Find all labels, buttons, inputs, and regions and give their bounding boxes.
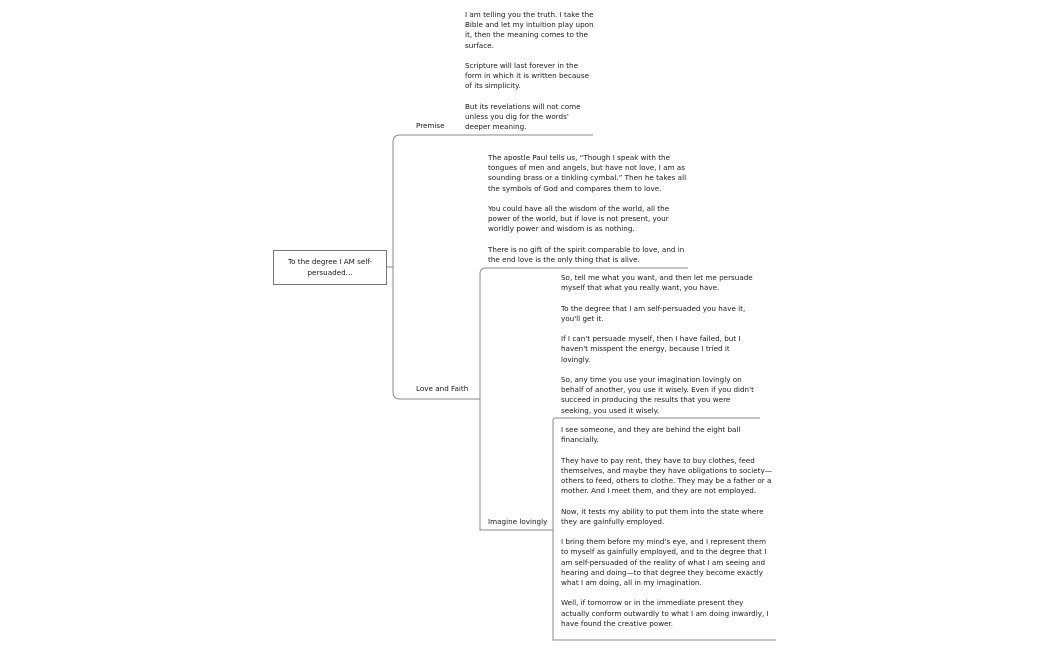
note-paragraph: I am telling you the truth. I take the Bible and let my intuition play upon it, then the meaning comes to the surface. xyxy=(465,10,594,50)
root-node[interactable] xyxy=(273,250,387,285)
note-paragraph: But its revelations will not come unless you dig for the words' deeper meaning. xyxy=(465,101,581,132)
note-paragraph: So, tell me what you want, and then let me persuade myself that what you really want, you have. xyxy=(561,273,753,293)
note-paragraph: The apostle Paul tells us, “Though I speak with the tongues of men and angels, but have not love, I am as sounding brass or a tinkling cymbal.” Then he takes all the symbols of God and compares them to love. xyxy=(488,153,687,193)
note-paragraph: I see someone, and they are behind the eight ball financially. xyxy=(561,425,741,445)
branch-label-imagine-lovingly[interactable]: Imagine lovingly xyxy=(488,517,548,526)
love-and-faith-child-notes xyxy=(561,273,756,416)
love-and-faith-notes xyxy=(488,153,688,265)
branch-label-premise[interactable]: Premise xyxy=(416,121,445,130)
note-paragraph: They have to pay rent, they have to buy clothes, feed themselves, and maybe they have obligations to society—others to feed, others to clothe. They may be a father or a mother. And I meet them, and they are not employed. xyxy=(561,455,772,496)
root-to-love-faith-connector xyxy=(393,267,480,399)
note-paragraph: Well, if tomorrow or in the immediate present they actually conform outwardly to what I am doing inwardly, I have found the creative power. xyxy=(561,598,769,628)
root-node-text: To the degree I AM self-persuaded... xyxy=(287,257,373,277)
branch-label-love-and-faith[interactable]: Love and Faith xyxy=(416,384,469,393)
note-paragraph: So, any time you use your imagination lovingly on behalf of another, you use it wisely. Even if you didn't succeed in producing the results that you were seeking, you used it wisely. xyxy=(561,374,754,415)
note-paragraph: There is no gift of the spirit comparable to love, and in the end love is the only thing that is alive. xyxy=(488,244,685,264)
note-paragraph: Scripture will last forever in the form in which it is written because of its simplicity. xyxy=(465,61,590,91)
note-paragraph: If I can't persuade myself, then I have failed, but I haven't misspent the energy, because I tried it lovingly. xyxy=(561,334,741,364)
love-faith-to-imagine-connector xyxy=(480,399,553,530)
note-paragraph: Now, it tests my ability to put them into the state where they are gainfully employed. xyxy=(561,506,764,526)
note-paragraph: I bring them before my mind's eye, and I represent them to myself as gainfully employed, and to the degree that I am self-persuaded of the reality of what I am seeing and hearing and doing—to that degree they become exactly what I am doing, all in my imagination. xyxy=(561,537,767,587)
note-paragraph: You could have all the wisdom of the world, all the power of the world, but if love is not present, your worldly power and wisdom is as nothing. xyxy=(488,204,670,234)
imagine-lovingly-notes xyxy=(561,425,773,629)
premise-notes xyxy=(465,10,595,132)
note-paragraph: To the degree that I am self-persuaded you have it, you'll get it. xyxy=(561,303,746,323)
